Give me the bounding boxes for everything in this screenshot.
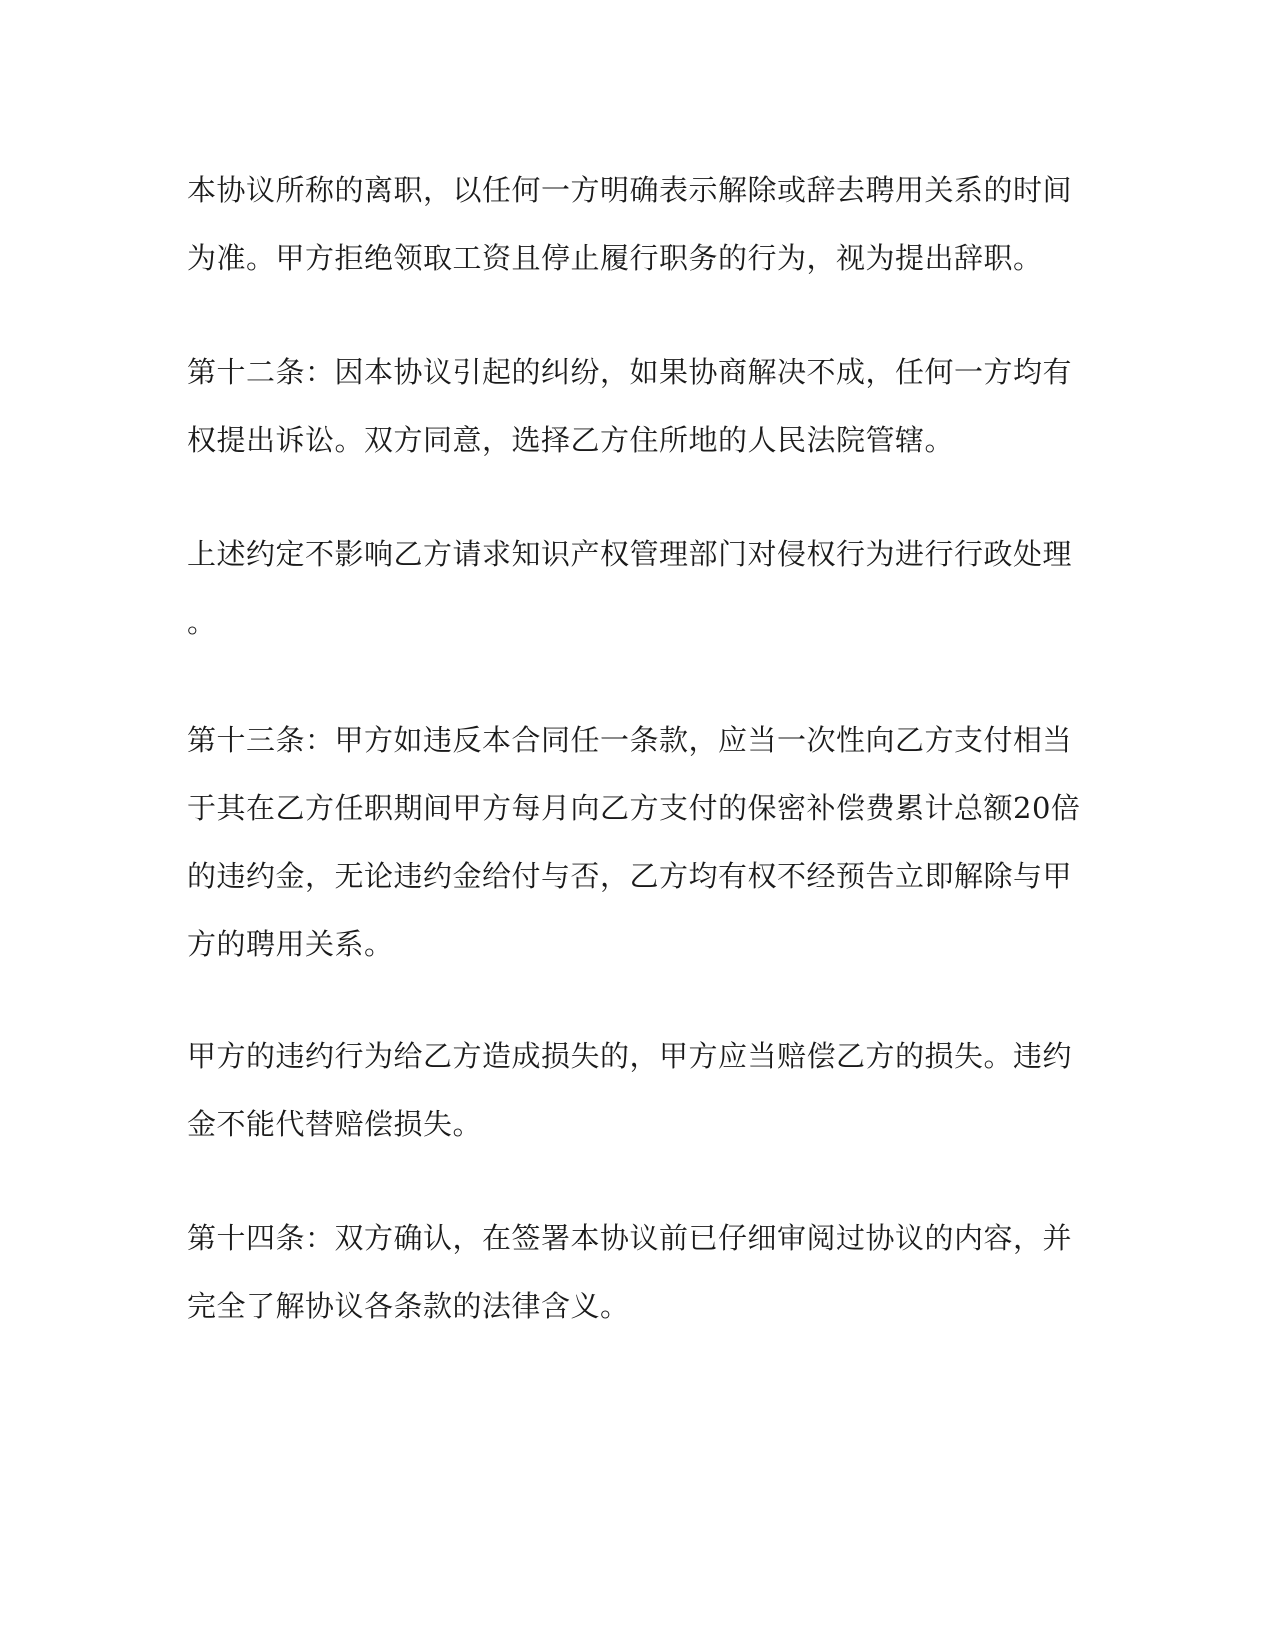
paragraph-ip-administration [187, 520, 1073, 656]
text-line: 甲方的违约行为给乙方造成损失的，甲方应当赔偿乙方的损失。违约 [187, 1039, 1073, 1073]
text-line: 的违约金，无论违约金给付与否，乙方均有权不经预告立即解除与甲 [187, 859, 1073, 893]
paragraph-resignation-definition [187, 156, 1073, 292]
text-line: 权提出诉讼。双方同意，选择乙方住所地的人民法院管辖。 [187, 423, 955, 457]
text-line: 完全了解协议各条款的法律含义。 [187, 1289, 630, 1323]
text-line: 上述约定不影响乙方请求知识产权管理部门对侵权行为进行行政处理 [187, 537, 1073, 571]
text-line: 第十四条：双方确认，在签署本协议前已仔细审阅过协议的内容，并 [187, 1221, 1073, 1255]
text-line: 第十二条：因本协议引起的纠纷，如果协商解决不成，任何一方均有 [187, 355, 1073, 389]
paragraph-damages [187, 1022, 1073, 1158]
text-line: 于其在乙方任职期间甲方每月向乙方支付的保密补偿费累计总额20倍 [187, 791, 1081, 825]
text-line: 第十三条：甲方如违反本合同任一条款，应当一次性向乙方支付相当 [187, 723, 1073, 757]
paragraph-article-14 [187, 1204, 1073, 1340]
paragraph-article-13 [187, 706, 1081, 978]
text-line: 。 [187, 605, 217, 639]
text-line: 为准。甲方拒绝领取工资且停止履行职务的行为，视为提出辞职。 [187, 241, 1043, 275]
text-line: 金不能代替赔偿损失。 [187, 1107, 483, 1141]
paragraph-article-12 [187, 338, 1073, 474]
text-line: 本协议所称的离职，以任何一方明确表示解除或辞去聘用关系的时间 [187, 173, 1073, 207]
text-line: 方的聘用关系。 [187, 927, 394, 961]
